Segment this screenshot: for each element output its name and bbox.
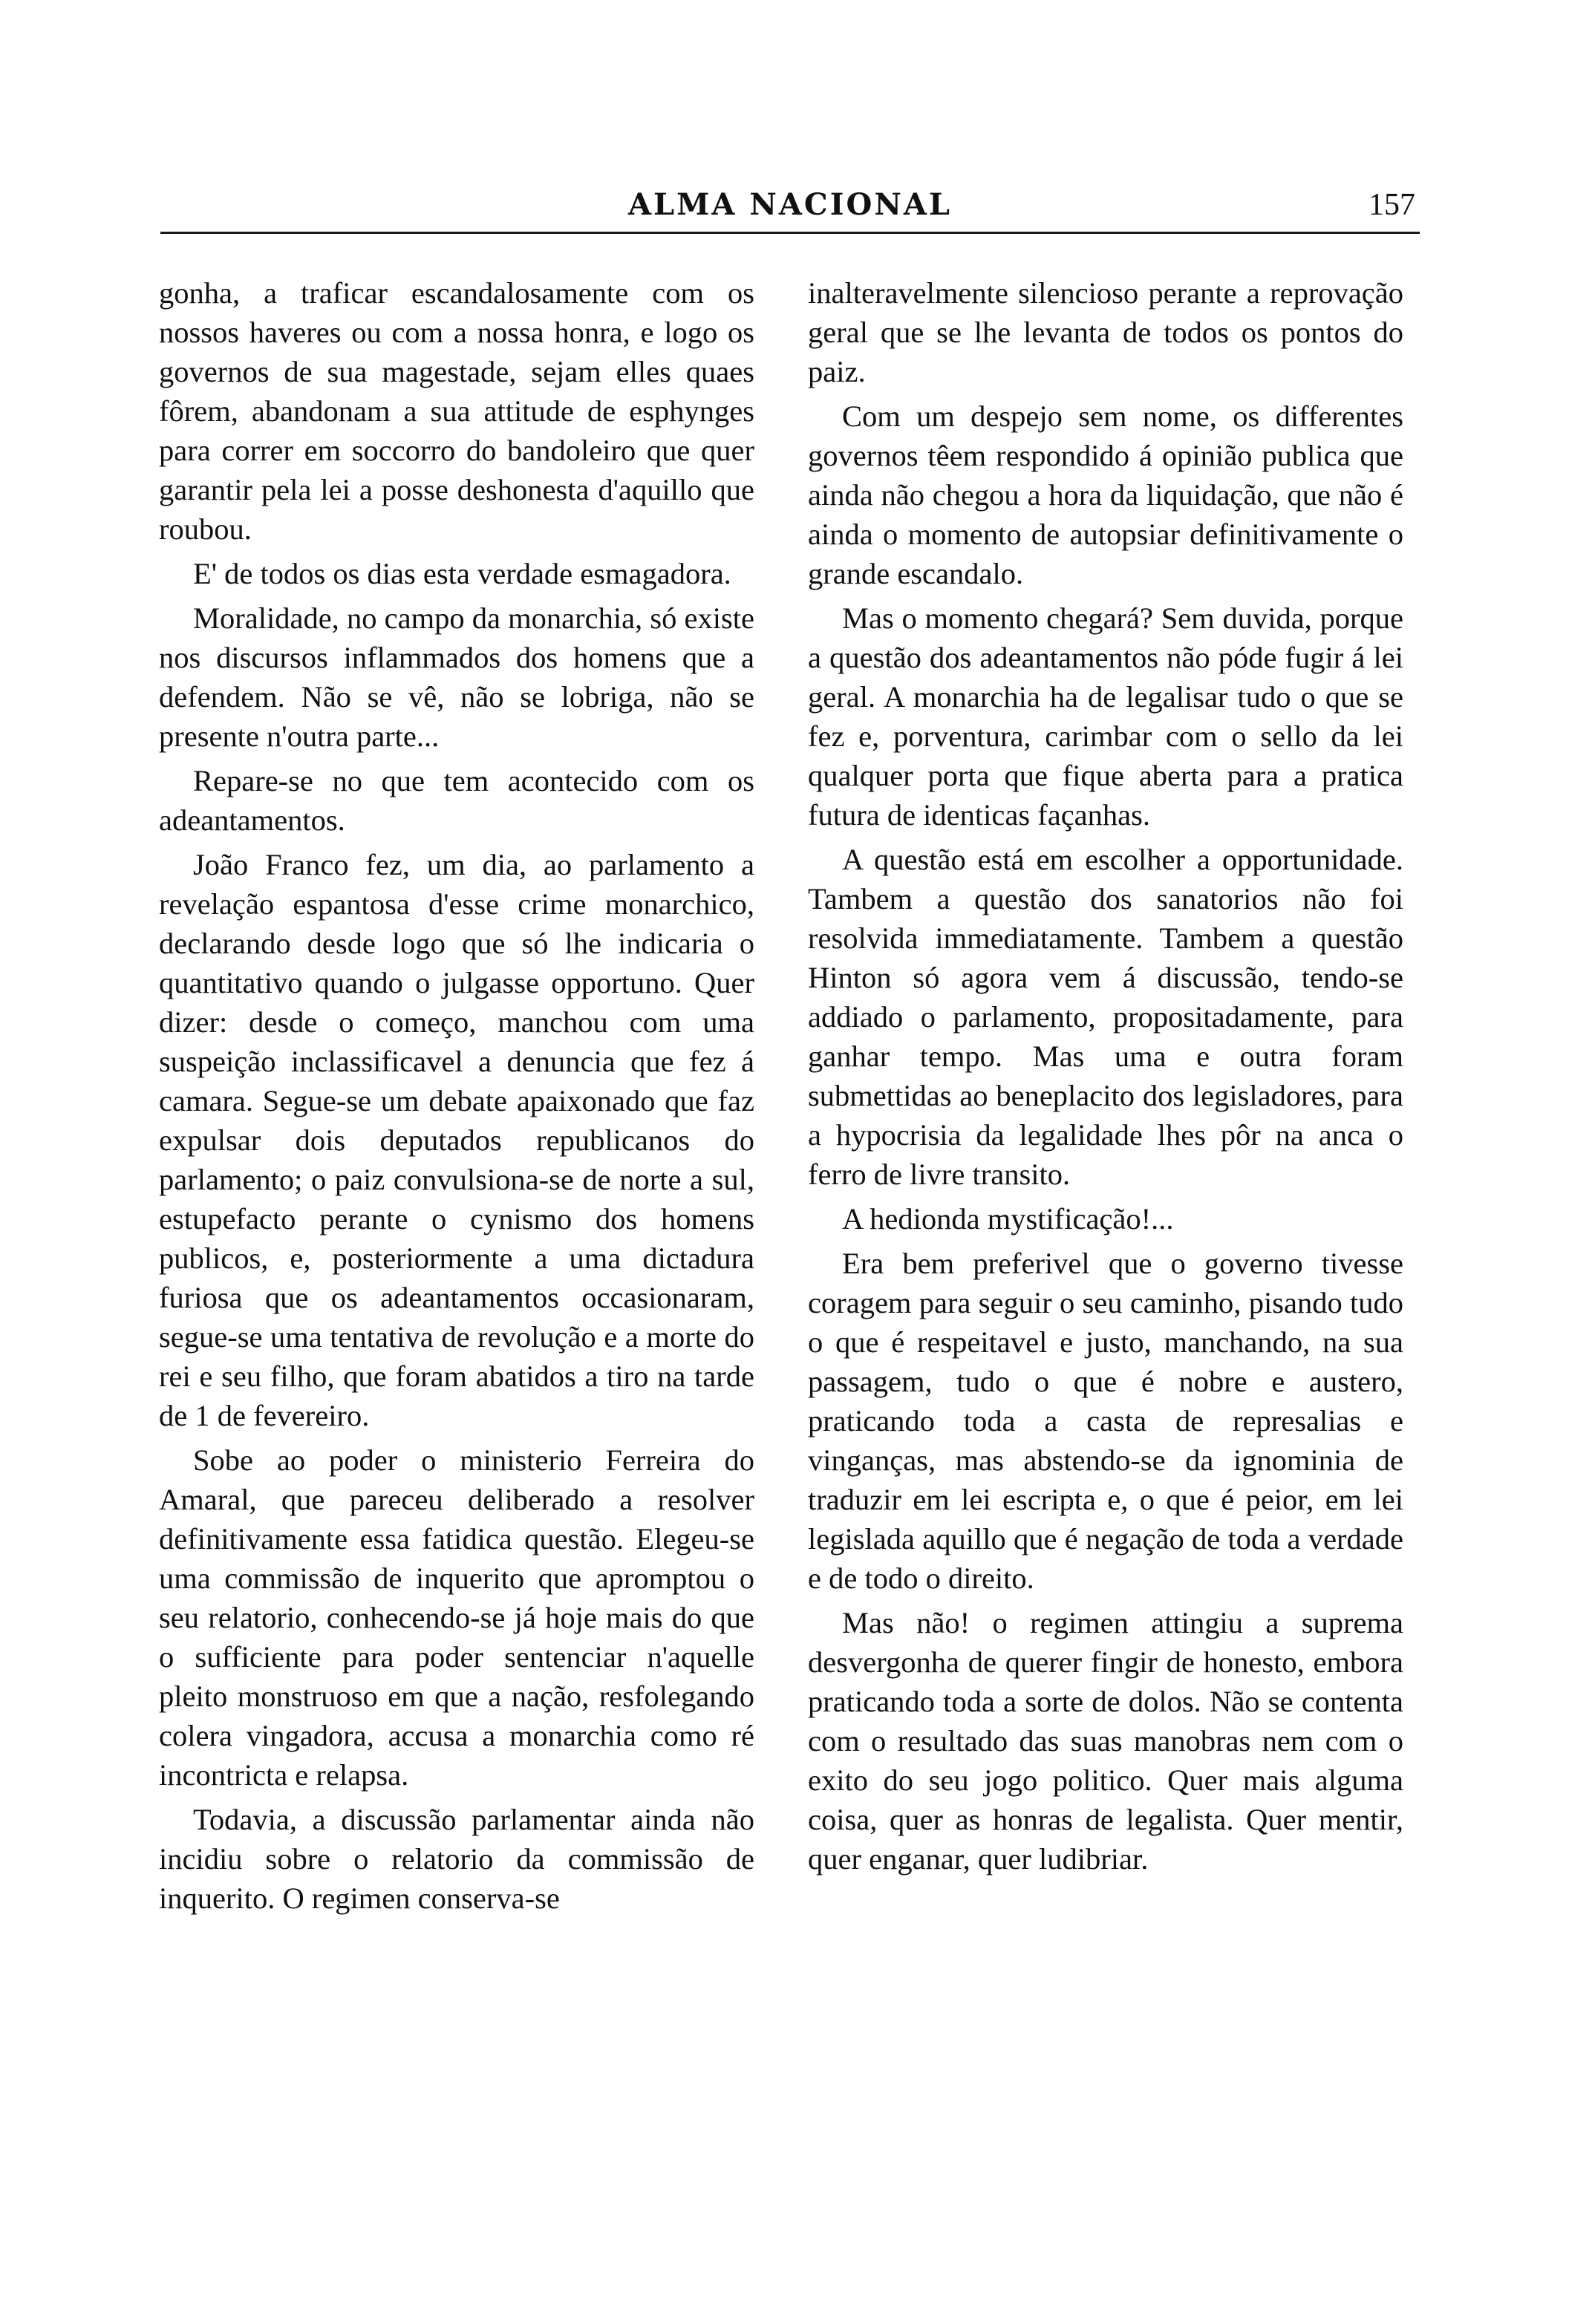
paragraph: Era bem preferivel que o governo tivesse coragem para seguir o seu caminho, pisando tudo o que é respeitavel e justo, manchando, na sua passagem, tudo o que é nobre e austero, praticando toda a casta de represalias e vinganças, mas abstendo-se da ignominia de traduzir em lei escripta e, o que é peior, em lei legislada aquillo que é negação de toda a verdade e de todo o direito. [808, 1247, 1403, 1595]
header-rule [160, 232, 1420, 234]
paragraph: inalteravelmente silencioso perante a reprovação geral que se lhe levanta de todos os pontos do paiz. [808, 276, 1403, 388]
paragraph: Repare-se no que tem acontecido com os adeantamentos. [159, 764, 754, 837]
paragraph: João Franco fez, um dia, ao parlamento a revelação espantosa d'esse crime monarchico, declarando desde logo que só lhe indicaria o quantitativo quando o julgasse opportuno. Quer dizer: desde o começo, manchou com uma suspeição inclassificavel a denuncia que fez á camara. Segue-se um debate apaixonado que faz expulsar dois deputados republicanos do parlamento; o paiz convulsiona-se de norte a sul, estupefacto perante o cynismo dos homens publicos, e, posteriormente a uma dictadura furiosa que os adeantamentos occasionaram, segue-se uma tentativa de revolução e a morte do rei e seu filho, que foram abatidos a tiro na tarde de 1 de fevereiro. [159, 848, 754, 1432]
paragraph: Sobe ao poder o ministerio Ferreira do Amaral, que pareceu deliberado a resolver definitivamente essa fatidica questão. Elegeu-se uma commissão de inquerito que apromptou o seu relatorio, conhecendo-se já hoje mais do que o sufficiente para poder sentenciar n'aquelle pleito monstruoso em que a nação, resfolegando colera vingadora, accusa a monarchia como ré incontricta e relapsa. [159, 1443, 754, 1792]
paragraph: gonha, a traficar escandalosamente com os nossos haveres ou com a nossa honra, e logo os governos de sua magestade, sejam elles quaes fôrem, abandonam a sua attitude de esphynges para correr em soccorro do bandoleiro que quer garantir pela lei a posse deshonesta d'aquillo que roubou. [159, 276, 754, 546]
page-header [160, 181, 1420, 233]
paragraph: Todavia, a discussão parlamentar ainda não incidiu sobre o relatorio da commissão de inquerito. O regimen conserva-se [159, 1803, 754, 1915]
left-column [159, 273, 754, 1923]
paragraph: A questão está em escolher a opportunidade. Tambem a questão dos sanatorios não foi resolvida immediatamente. Tambem a questão Hinton só agora vem á discussão, tendo-se addiado o parlamento, propositadamente, para ganhar tempo. Mas uma e outra foram submettidas ao beneplacito dos legisladores, para a hypocrisia da legalidade lhes pôr na anca o ferro de livre transito. [808, 843, 1403, 1191]
paragraph: Mas o momento chegará? Sem duvida, porque a questão dos adeantamentos não póde fugir á lei geral. A monarchia ha de legalisar tudo o que se fez e, porventura, carimbar com o sello da lei qualquer porta que fique aberta para a pratica futura de identicas façanhas. [808, 601, 1403, 832]
paragraph: Moralidade, no campo da monarchia, só existe nos discursos inflammados dos homens que a defendem. Não se vê, não se lobriga, não se presente n'outra parte... [159, 601, 754, 753]
page-number: 157 [1368, 188, 1415, 222]
paragraph: Mas não! o regimen attingiu a suprema desvergonha de querer fingir de honesto, embora praticando toda a sorte de dolos. Não se contenta com o resultado das suas manobras nem com o exito do seu jogo politico. Quer mais alguma coisa, quer as honras de legalista. Quer mentir, quer enganar, quer ludibriar. [808, 1606, 1403, 1876]
paragraph: Com um despejo sem nome, os differentes governos têem respondido á opinião publica que ainda não chegou a hora da liquidação, que não é ainda o momento de autopsiar definitivamente o grande escandalo. [808, 399, 1403, 590]
right-column [808, 273, 1403, 1884]
paragraph: A hedionda mystificação!... [842, 1202, 1174, 1236]
paragraph: E' de todos os dias esta verdade esmagadora. [193, 557, 731, 590]
running-title: ALMA NACIONAL [627, 187, 953, 222]
